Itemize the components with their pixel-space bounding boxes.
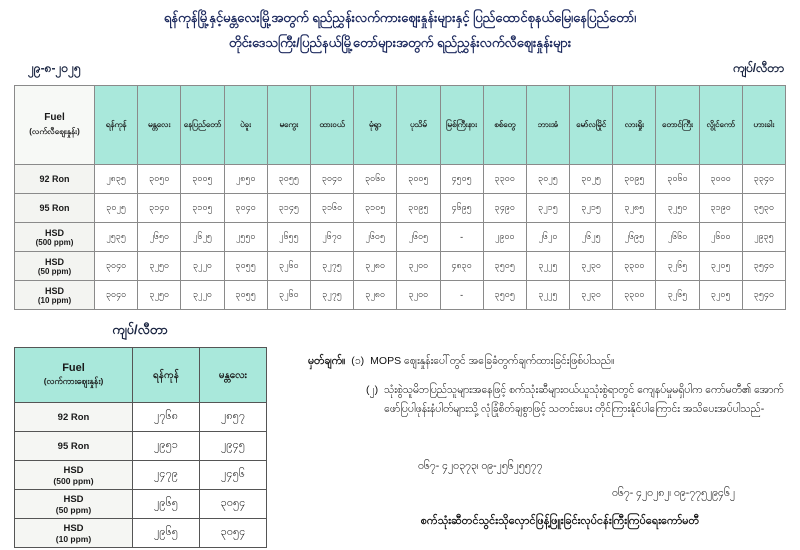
price-cell: ၃၀၀၅ <box>397 165 440 194</box>
city-header-cell: မန္တလေး <box>200 348 267 403</box>
city-header-cell: ပုသိမ် <box>397 86 440 165</box>
title-line-1: ရန်ကုန်မြို့နှင့်မန္တလေးမြို့အတွက် ရည်ညွှန်းလက်ကားဈေးနှုန်းများနှင့် ပြည်ထောင်စုနယ်မြေ၊နေပြည်တော်၊ <box>163 10 637 25</box>
city-header-cell: စစ်တွေ <box>483 86 526 165</box>
city-header-cell: လွိုင်ကော် <box>699 86 742 165</box>
retail-table-row <box>15 281 786 310</box>
price-cell: ၂၆၀၀ <box>699 223 742 252</box>
price-cell: ၃၃၀၀ <box>613 281 656 310</box>
price-cell: ၃၀၉၅ <box>397 194 440 223</box>
price-cell: ၃၁၆၀ <box>310 194 353 223</box>
note-1-text: MOPS ဈေးနှုန်းပေါ်တွင် အခြေခံတွက်ချက်ထားခြင်းဖြစ်ပါသည်။ <box>370 355 615 367</box>
fuel-type-sub: (50 ppm) <box>37 266 72 276</box>
city-header-cell: မြစ်ကြီးနား <box>440 86 483 165</box>
price-cell: ၃၀၂၅ <box>95 194 138 223</box>
price-cell: ၂၆၀၅ <box>397 223 440 252</box>
price-cell: ၃၂၀၅ <box>699 252 742 281</box>
retail-table-row <box>15 223 786 252</box>
note-1-marker: (၁) <box>351 355 365 367</box>
fuel-type-cell: HSD (500 ppm) <box>15 461 133 490</box>
price-cell: ၃၂၀၀ <box>397 281 440 310</box>
wholesale-unit-label: ကျပ်/လီတာ <box>112 322 168 337</box>
price-cell: ၃၂၂၅ <box>526 281 569 310</box>
fuel-type-cell: 95 Ron <box>15 194 95 223</box>
price-cell: ၃၂၅၀ <box>656 194 699 223</box>
price-cell: ၃၀၅၄ <box>200 519 267 548</box>
title-line-2: တိုင်းဒေသကြီး/ပြည်နယ်မြို့တော်များအတွက် ရည်ညွှန်းလက်လီဈေးနှုန်းများ <box>228 35 572 51</box>
note-2-marker: (၂) <box>366 383 379 396</box>
fuel-header-text: Fuel <box>62 361 85 374</box>
date: ၂၉-၈-၂၀၂၅ <box>28 61 81 75</box>
price-cell: ၃၀၂၅ <box>570 165 613 194</box>
unit-label: ကျပ်/လီတာ <box>732 61 784 75</box>
fuel-subheader-text: (လက်ကားဈေးနှုန်း) <box>43 375 104 386</box>
price-cell: ၃၁၄၀ <box>138 194 181 223</box>
price-cell: ၂၉၆၅ <box>133 519 200 548</box>
price-cell: ၃၀၅၅ <box>267 165 310 194</box>
price-cell: ၂၈၅၀ <box>224 165 267 194</box>
hotline-phone-2: ဝ၆၇- ၄၂ဝ၂၈၂၊ ဝ၉-၇၇၅၂၉၄၆၂ <box>612 487 736 499</box>
price-cell: ၃၂၆၅ <box>656 252 699 281</box>
city-header-cell: နေပြည်တော် <box>181 86 224 165</box>
price-cell: ၃၅၄၀ <box>742 252 785 281</box>
price-cell: ၃၂၇၅ <box>310 252 353 281</box>
price-cell: ၃၄၉၀ <box>483 194 526 223</box>
fuel-type-cell: 92 Ron <box>15 165 95 194</box>
price-cell: ၂၆၉၅ <box>613 223 656 252</box>
price-cell: ၃၂၆၅ <box>656 281 699 310</box>
fuel-type-cell: 92 Ron <box>15 403 133 432</box>
price-cell: ၂၉၃၅ <box>742 223 785 252</box>
price-cell: ၃၁၄၅ <box>267 194 310 223</box>
price-cell: ၂၆၀၅ <box>354 223 397 252</box>
price-cell: ၂၆၇၀ <box>310 223 353 252</box>
city-header-cell: မော်လမြိုင် <box>570 86 613 165</box>
fuel-type-sub: (50 ppm) <box>55 504 92 515</box>
price-cell: - <box>440 281 483 310</box>
price-cell: ၂၉၅၁ <box>133 432 200 461</box>
price-cell: ၃၀၄၀ <box>224 194 267 223</box>
notes-section <box>308 352 790 429</box>
city-header-cell: ဟားခါး <box>742 86 785 165</box>
price-cell: ၃၂၆၀ <box>267 281 310 310</box>
price-cell: ၃၂၆၀ <box>267 252 310 281</box>
price-cell: ၂၉၄၅ <box>200 432 267 461</box>
notes-label: မှတ်ချက်။ <box>308 355 346 367</box>
price-cell: ၂၉၆၅ <box>133 490 200 519</box>
wholesale-table-row <box>15 461 267 490</box>
fuel-type-cell: HSD (50 ppm) <box>15 252 95 281</box>
price-cell: ၄၈၃၀ <box>440 252 483 281</box>
retail-table-row <box>15 252 786 281</box>
price-cell: ၃၃၀၀ <box>613 252 656 281</box>
city-header-cell: မုံရွာ <box>354 86 397 165</box>
price-cell: ၃၃၄၀ <box>742 165 785 194</box>
price-cell: ၃၀၅၄ <box>200 490 267 519</box>
price-cell: ၂၅၃၅ <box>95 223 138 252</box>
price-cell: ၃၀၅၅ <box>224 281 267 310</box>
price-cell: ၂၆၂၀ <box>526 223 569 252</box>
fuel-type-cell: HSD (10 ppm) <box>15 519 133 548</box>
price-cell: ၃၂၀၀ <box>397 252 440 281</box>
fuel-type-sub: (10 ppm) <box>37 295 72 305</box>
fuel-type-cell: HSD (50 ppm) <box>15 490 133 519</box>
retail-table-row <box>15 194 786 223</box>
fuel-subheader-text: (လက်လီဈေးနှုန်း) <box>29 127 80 136</box>
document-title <box>0 5 800 56</box>
price-cell: ၃၀၆၀ <box>354 165 397 194</box>
fuel-type-cell: HSD (10 ppm) <box>15 281 95 310</box>
price-cell: ၃၂၂၅ <box>526 252 569 281</box>
price-cell: ၃၂၇၅ <box>310 281 353 310</box>
price-cell: ၄၅၀၅ <box>440 165 483 194</box>
price-cell: ၃၀၄၀ <box>310 165 353 194</box>
city-header-cell: လားရှိုး <box>613 86 656 165</box>
price-cell: ၂၆၆၀ <box>656 223 699 252</box>
price-cell: ၃၀၅၅ <box>224 252 267 281</box>
price-cell: ၃၂၈၀ <box>354 281 397 310</box>
note-1 <box>308 352 790 371</box>
committee-footer: စက်သုံးဆီတင်သွင်းသိုလှောင်ဖြန့်ဖြူးခြင်းလုပ်ငန်းကြီးကြပ်ရေးကော်မတီ <box>420 515 700 527</box>
price-cell: ၃၂၃၀ <box>570 281 613 310</box>
price-cell: ၃၀၉၅ <box>613 165 656 194</box>
note-2-text: သုံးစွဲသူမိဘပြည်သူများအနေဖြင့် စက်သုံးဆီများဝယ်ယူသုံးစွဲရာတွင် ကျေနပ်မှုမရှိပါက ကော်မတီ၏ အောက်ဖော်ပြပါဖုန်းနံပါတ်များသို့ လုံခြုံစိတ်ချစွာဖြင့် သတင်းပေး တိုင်ကြားနိုင်ပါကြောင်း အသိပေးအပ်ပါသည်- <box>384 383 784 415</box>
price-cell: ၂၆၅၅ <box>267 223 310 252</box>
price-cell: ၂၇၆၈ <box>133 403 200 432</box>
city-header-cell: ဘားအံ <box>526 86 569 165</box>
price-cell: ၃၁၉၀ <box>699 194 742 223</box>
wholesale-price-table <box>14 347 267 548</box>
price-cell: ၃၂၈၀ <box>354 252 397 281</box>
price-cell: ၃၂၅၀ <box>138 281 181 310</box>
price-cell: ၂၆၅၀ <box>138 223 181 252</box>
hotline-phone-1: ဝ၆၇- ၄၂ဝ၃၇၃၊ ဝ၉-၂၅၆၂၅၅၇၇ <box>418 460 543 472</box>
wholesale-table-row <box>15 403 267 432</box>
price-cell: ၃၅၀၅ <box>483 252 526 281</box>
fuel-type-sub: (10 ppm) <box>55 533 92 544</box>
wholesale-table-row <box>15 490 267 519</box>
city-header-cell: ထားဝယ် <box>310 86 353 165</box>
fuel-type-sub: (500 ppm) <box>35 237 74 247</box>
city-header-cell: ပဲခူး <box>224 86 267 165</box>
price-cell: - <box>440 223 483 252</box>
fuel-type-cell: 95 Ron <box>15 432 133 461</box>
price-cell: ၃၂၂၀ <box>181 281 224 310</box>
price-cell: ၂၈၅၇ <box>200 403 267 432</box>
price-cell: ၃၀၄၀ <box>95 252 138 281</box>
price-cell: ၂၄၇၉ <box>133 461 200 490</box>
wholesale-table-row <box>15 519 267 548</box>
fuel-type-sub: (500 ppm) <box>53 475 94 486</box>
price-cell: ၄၆၉၅ <box>440 194 483 223</box>
price-cell: ၂၉၀၀ <box>483 223 526 252</box>
price-cell: ၃၀၄၀ <box>95 281 138 310</box>
note-2 <box>308 381 790 419</box>
city-header-cell: ရန်ကုန် <box>133 348 200 403</box>
wholesale-fuel-header-cell <box>15 348 133 403</box>
city-header-cell: တောင်ကြီး <box>656 86 699 165</box>
price-cell: ၃၅၃၀ <box>742 194 785 223</box>
price-cell: ၂၈၃၅ <box>95 165 138 194</box>
price-cell: ၃၀၀၅ <box>181 165 224 194</box>
fuel-type-cell: HSD (500 ppm) <box>15 223 95 252</box>
price-cell: ၂၅၅၀ <box>224 223 267 252</box>
retail-fuel-header-cell <box>15 86 95 165</box>
city-header-cell: ရန်ကုန် <box>95 86 138 165</box>
price-cell: ၃၃၀၀ <box>483 165 526 194</box>
price-cell: ၃၂၃၀ <box>570 252 613 281</box>
price-cell: ၃၂၁၅ <box>570 194 613 223</box>
price-cell: ၃၂၂၀ <box>181 252 224 281</box>
price-cell: ၃၂၅၀ <box>138 252 181 281</box>
price-cell: ၃၂၀၅ <box>699 281 742 310</box>
price-cell: ၃၀၅၀ <box>138 165 181 194</box>
wholesale-table-row <box>15 432 267 461</box>
price-cell: ၂၄၅၆ <box>200 461 267 490</box>
price-cell: ၃၁၀၅ <box>181 194 224 223</box>
price-cell: ၂၆၂၅ <box>181 223 224 252</box>
price-cell: ၃၀၀၀ <box>699 165 742 194</box>
price-cell: ၃၁၀၅ <box>354 194 397 223</box>
price-cell: ၃၂၈၅ <box>613 194 656 223</box>
city-header-cell: မန္တလေး <box>138 86 181 165</box>
price-cell: ၃၀၆၀ <box>656 165 699 194</box>
price-cell: ၃၀၂၅ <box>526 165 569 194</box>
price-cell: ၃၅၀၅ <box>483 281 526 310</box>
price-cell: ၃၅၄၀ <box>742 281 785 310</box>
fuel-header-text: Fuel <box>44 112 65 123</box>
price-cell: ၃၂၁၅ <box>526 194 569 223</box>
price-cell: ၂၆၂၅ <box>570 223 613 252</box>
city-header-cell: မကွေး <box>267 86 310 165</box>
retail-table-row <box>15 165 786 194</box>
retail-price-table <box>14 85 786 310</box>
